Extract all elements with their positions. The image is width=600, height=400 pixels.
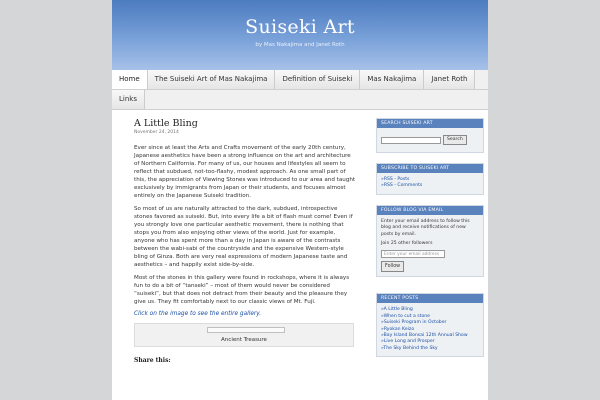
page <box>112 0 488 400</box>
gallery-thumbnail[interactable] <box>207 327 285 333</box>
follow-widget <box>376 205 484 278</box>
gallery-caption: Ancient Treasure <box>221 337 267 343</box>
main-nav <box>112 70 488 110</box>
follow-button[interactable]: Follow <box>381 261 404 272</box>
recent-post-link[interactable]: » Ryokan Keizo <box>381 327 479 333</box>
recent-post-link[interactable]: » When to cut a stone <box>381 314 479 320</box>
follow-description: Enter your email address to follow this blog and receive notifications of new posts by email. <box>381 218 470 237</box>
site-tagline: by Mas Nakajima and Janet Roth <box>255 42 345 48</box>
search-input[interactable] <box>381 137 441 144</box>
follower-count: Join 25 other followers <box>381 241 433 247</box>
post-title[interactable]: A Little Bling <box>134 118 198 129</box>
recent-post-link[interactable]: » Bay Island Bonsai 12th Annual Show <box>381 333 479 339</box>
recent-post-link[interactable]: » Live Long and Prosper <box>381 339 479 345</box>
search-widget <box>376 118 484 153</box>
rss-comments-link[interactable]: » RSS - Comments <box>381 183 479 189</box>
post <box>134 118 356 364</box>
nav-item-home[interactable]: Home <box>112 70 148 89</box>
gallery-link[interactable]: Click on the image to see the entire gallery. <box>134 311 262 317</box>
search-button[interactable]: Search <box>443 135 467 145</box>
nav-item-links[interactable]: Links <box>112 90 145 109</box>
widget-title: FOLLOW BLOG VIA EMAIL <box>377 206 483 215</box>
recent-post-link[interactable]: » The Sky Behind the Sky <box>381 346 479 352</box>
nav-item-janet-roth[interactable]: Janet Roth <box>424 70 475 89</box>
widget-title: SUBSCRIBE TO SUISEKI ART <box>377 164 483 173</box>
recent-post-link[interactable]: » Suiseki Program in October <box>381 320 479 326</box>
site-title[interactable]: Suiseki Art <box>245 16 355 38</box>
post-paragraph: So most of us are naturally attracted to the dark, subdued, introspective stones favored as suiseki. But, into every life a bit of flash must come! Even if you strongly love one particular aesthetic movement, there is nothing that stops you from also enjoying other views of the world. Just for example, anyone who has spent more than a day in Japan is aware of the contrasts between the wabi-sabi of the countryside and the expensive Western-style bling of Ginza. Both are very real expressions of modern Japanese taste and aesthetics – and happily exist side-by-side. <box>134 206 353 268</box>
post-paragraph: Most of the stones in this gallery were found in rockshops, where it is always fun to do a bit of “tanseki” – most of them would never be considered “suiseki”, but that does not detract from their beauty and the pleasure they give us. They fit comfortably next to our classic views of Mt. Fuji. <box>134 275 350 305</box>
post-date: November 24, 2014 <box>134 130 179 135</box>
email-input[interactable]: Enter your email address <box>381 250 445 258</box>
subscribe-widget <box>376 163 484 195</box>
site-header <box>112 0 488 70</box>
nav-item-definition[interactable]: Definition of Suiseki <box>275 70 360 89</box>
widget-title: RECENT POSTS <box>377 294 483 303</box>
recent-posts-widget <box>376 293 484 357</box>
widget-title: SEARCH SUISEKI ART <box>377 119 483 128</box>
rss-posts-link[interactable]: » RSS - Posts <box>381 177 479 183</box>
share-title: Share this: <box>134 357 171 364</box>
gallery[interactable] <box>134 323 354 347</box>
recent-post-link[interactable]: » A Little Bling <box>381 307 479 313</box>
post-body <box>134 144 356 306</box>
nav-item-suiseki-art[interactable]: The Suiseki Art of Mas Nakajima <box>148 70 276 89</box>
post-paragraph: Ever since at least the Arts and Crafts movement of the early 20th century, Japanese aesthetics have been a strong influence on the art and architecture of Northern California. For many of us, our houses and lifestyles all seem to reflect that subdued, not-too-flashy, modest approach. As one small part of this, the appreciation of Viewing Stones was introduced to our area and taught exclusively by immigrants from Japan or their students, and focuses almost entirely on the Japanese Suiseki tradition. <box>134 145 356 199</box>
nav-divider <box>112 89 488 90</box>
nav-item-mas-nakajima[interactable]: Mas Nakajima <box>360 70 424 89</box>
sidebar <box>376 118 484 367</box>
